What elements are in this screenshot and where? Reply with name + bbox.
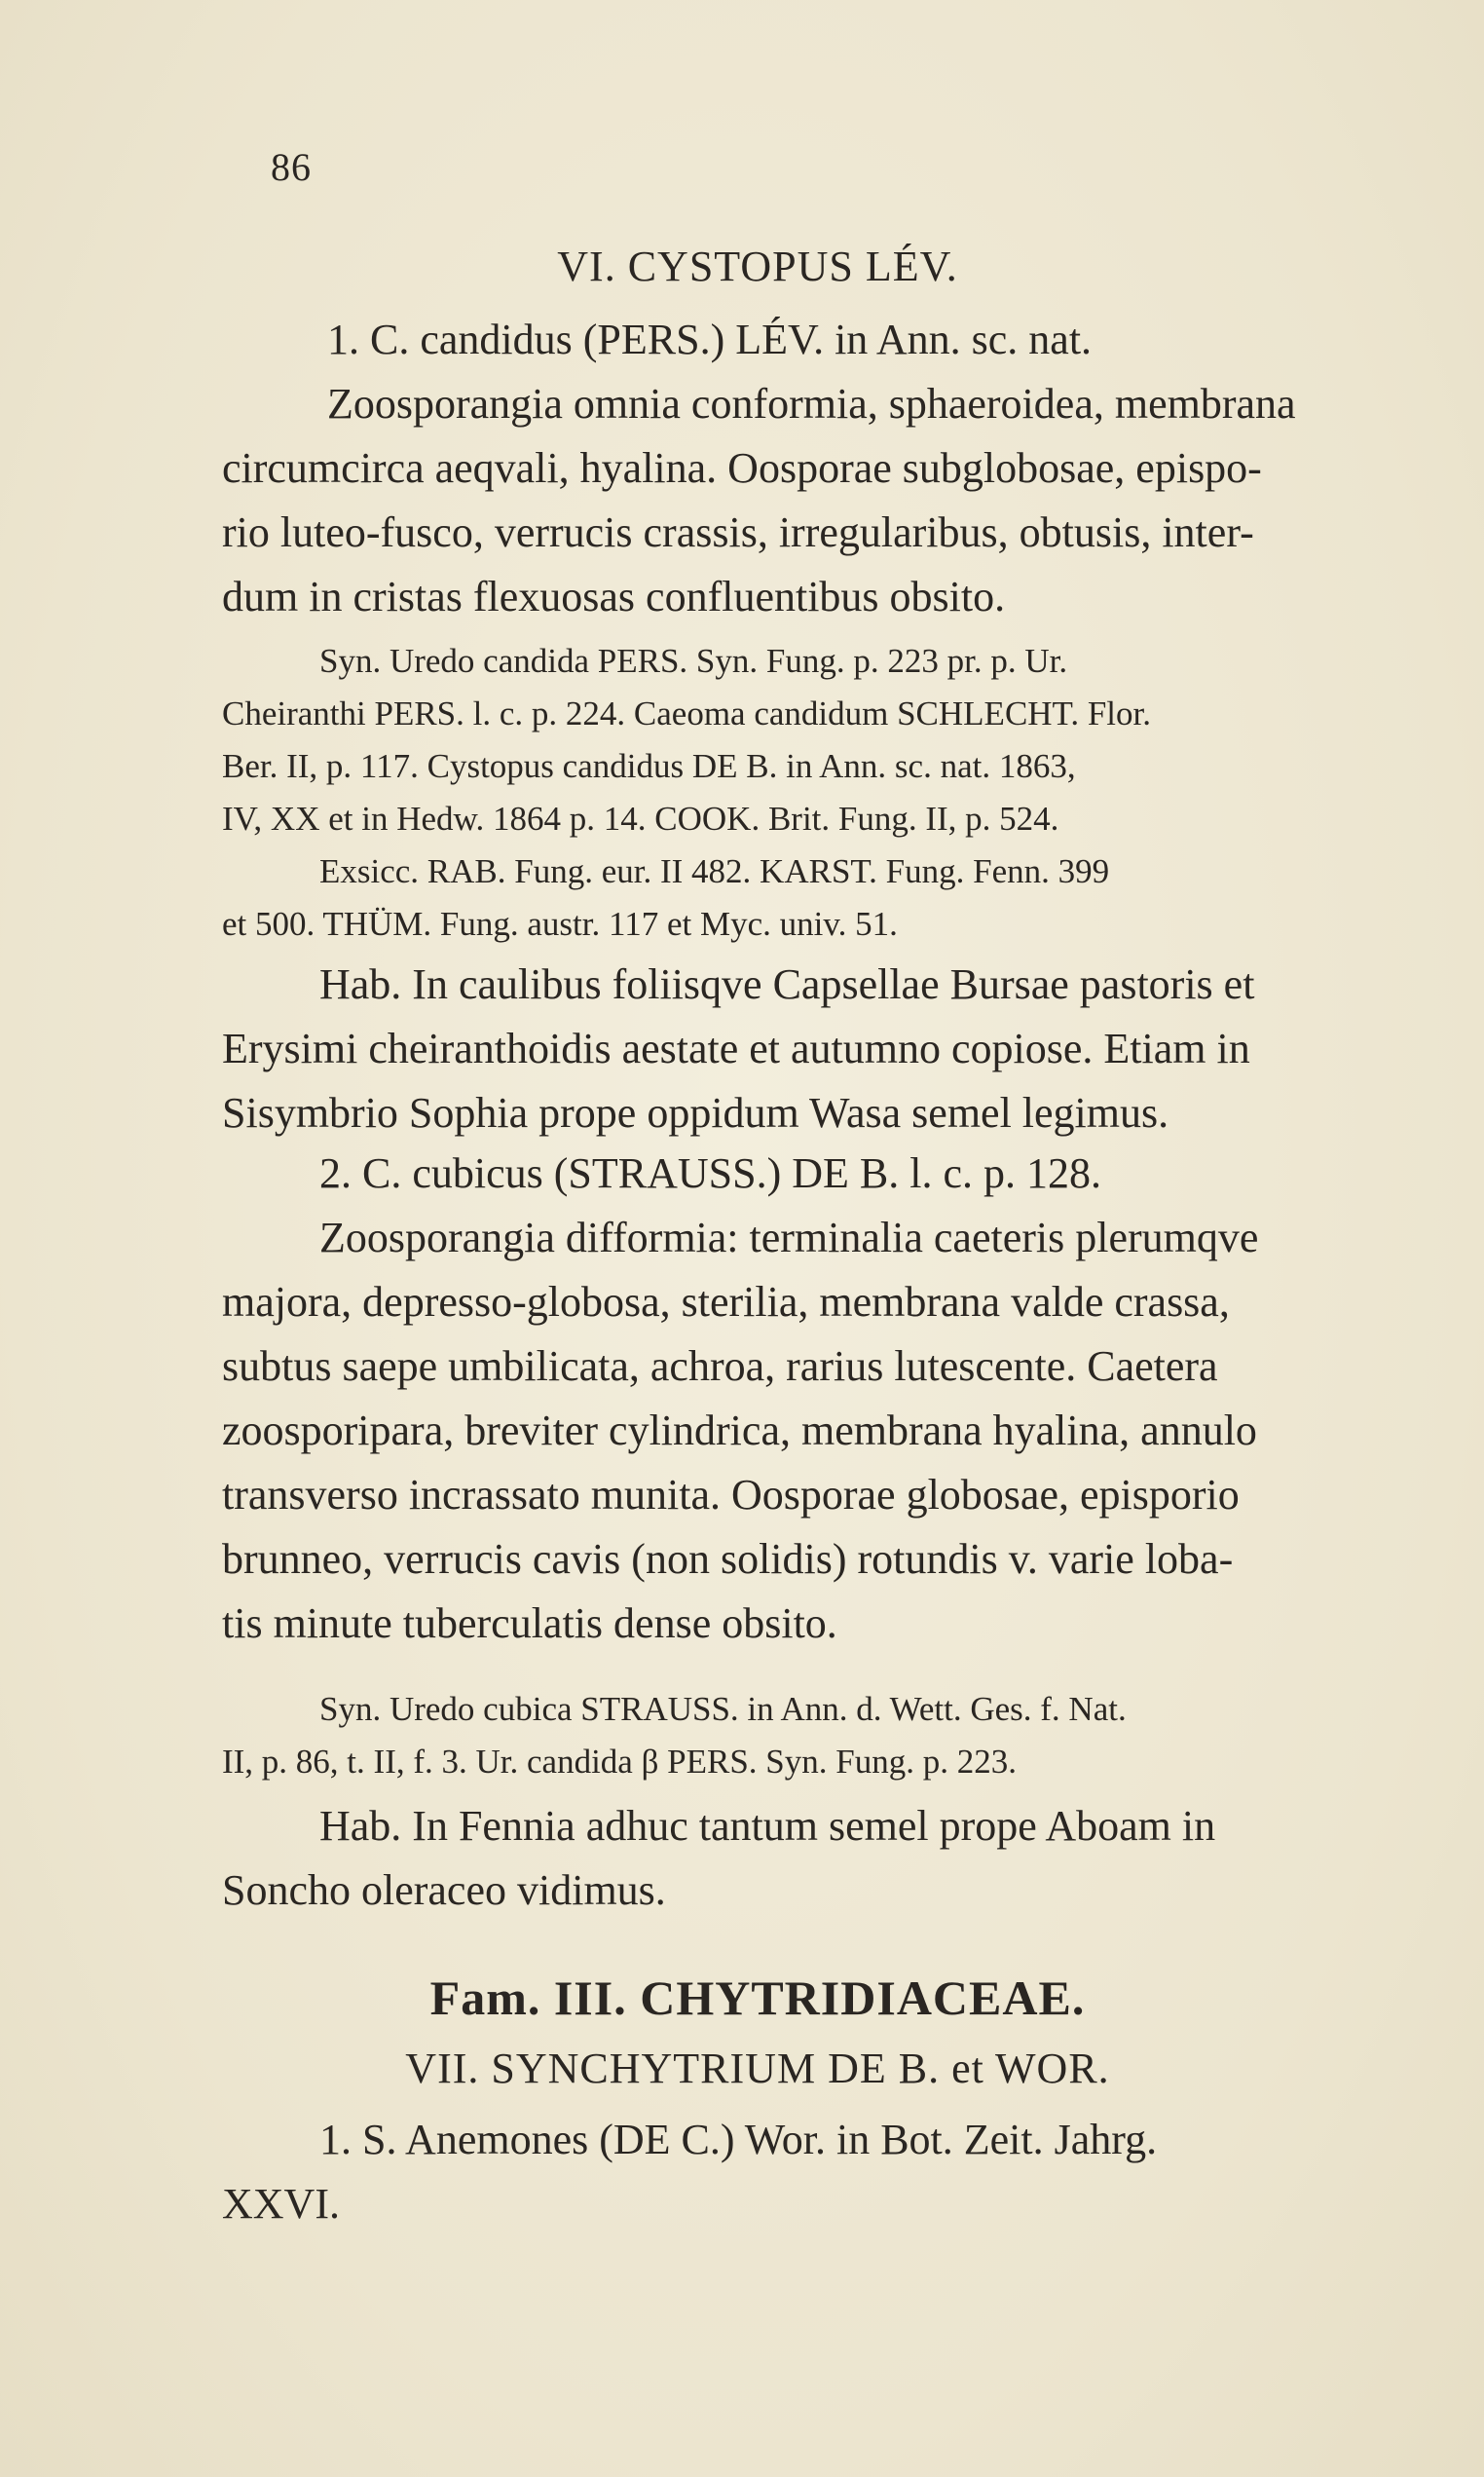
habitat-line: Hab. In Fennia adhuc tantum semel prope Aboam in: [319, 1802, 1216, 1850]
exsiccata-line: et 500. THÜM. Fung. austr. 117 et Myc. univ. 51.: [222, 905, 898, 943]
description-line: dum in cristas flexuosas confluentibus obsito.: [222, 573, 1006, 620]
description-line: circumcirca aeqvali, hyalina. Oosporae subglobosae, epispo-: [222, 444, 1262, 492]
habitat-line: Soncho oleraceo vidimus.: [222, 1866, 666, 1914]
species-1-habitat: [222, 953, 1412, 1145]
species-3-title: 1. S. Anemones (DE C.) Wor. in Bot. Zeit. Jahrg.: [319, 2116, 1158, 2163]
description-line: zoosporipara, breviter cylindrica, membrana hyalina, annulo: [222, 1407, 1257, 1454]
description-line: rio luteo-fusco, verrucis crassis, irregularibus, obtusis, inter-: [222, 508, 1254, 556]
description-line: Zoosporangia difformia: terminalia caeteris plerumqve: [319, 1214, 1259, 1261]
description-line: majora, depresso-globosa, sterilia, membrana valde crassa,: [222, 1278, 1230, 1326]
description-line: transverso incrassato munita. Oosporae globosae, episporio: [222, 1471, 1240, 1519]
species-2-title: 2. C. cubicus (STRAUSS.) DE B. l. c. p. 128.: [319, 1149, 1101, 1197]
description-line: subtus saepe umbilicata, achroa, rarius lutescente. Caetera: [222, 1342, 1218, 1390]
species-2-description: [222, 1142, 1412, 1656]
genus-heading-synchytrium: [222, 2044, 1293, 2093]
habitat-line: Sisymbrio Sophia prope oppidum Wasa semel legimus.: [222, 1089, 1169, 1137]
synonym-line: IV, XX et in Hedw. 1864 p. 14. COOK. Brit. Fung. II, p. 524.: [222, 800, 1059, 838]
description-line: Zoosporangia omnia conformia, sphaeroidea, membrana: [327, 380, 1296, 428]
species-1-title: 1. C. candidus (PERS.) LÉV. in Ann. sc. nat.: [327, 316, 1093, 363]
habitat-line: Erysimi cheiranthoidis aestate et autumno copiose. Etiam in: [222, 1025, 1250, 1072]
species-3-description: [222, 2108, 1412, 2236]
description-line: XXVI.: [222, 2180, 340, 2228]
description-line: tis minute tuberculatis dense obsito.: [222, 1599, 837, 1647]
family-heading-text: Fam. III. CHYTRIDIACEAE.: [429, 1970, 1086, 2025]
species-2-habitat: [222, 1794, 1412, 1923]
species-2-synonyms: [222, 1683, 1412, 1788]
genus-heading-text: VII. SYNCHYTRIUM DE B. et WOR.: [405, 2045, 1110, 2092]
habitat-line: Hab. In caulibus foliisqve Capsellae Bursae pastoris et: [319, 960, 1255, 1008]
family-heading: [222, 1970, 1293, 2026]
species-1-synonyms: [222, 635, 1412, 951]
species-1-description: [222, 308, 1412, 629]
description-line: brunneo, verrucis cavis (non solidis) rotundis v. varie loba-: [222, 1535, 1234, 1583]
genus-heading-text: VI. CYSTOPUS LÉV.: [557, 243, 958, 290]
page-number: 86: [271, 145, 312, 189]
synonym-line: Ber. II, p. 117. Cystopus candidus DE B. in Ann. sc. nat. 1863,: [222, 747, 1076, 785]
synonym-line: Syn. Uredo candida PERS. Syn. Fung. p. 223 pr. p. Ur.: [319, 642, 1068, 680]
synonym-line: Syn. Uredo cubica STRAUSS. in Ann. d. Wett. Ges. f. Nat.: [319, 1690, 1127, 1728]
exsiccata-line: Exsicc. RAB. Fung. eur. II 482. KARST. Fung. Fenn. 399: [319, 852, 1110, 890]
genus-heading-cystopus: [222, 242, 1293, 291]
synonym-line: II, p. 86, t. II, f. 3. Ur. candida β PERS. Syn. Fung. p. 223.: [222, 1743, 1017, 1781]
synonym-line: Cheiranthi PERS. l. c. p. 224. Caeoma candidum SCHLECHT. Flor.: [222, 694, 1152, 732]
